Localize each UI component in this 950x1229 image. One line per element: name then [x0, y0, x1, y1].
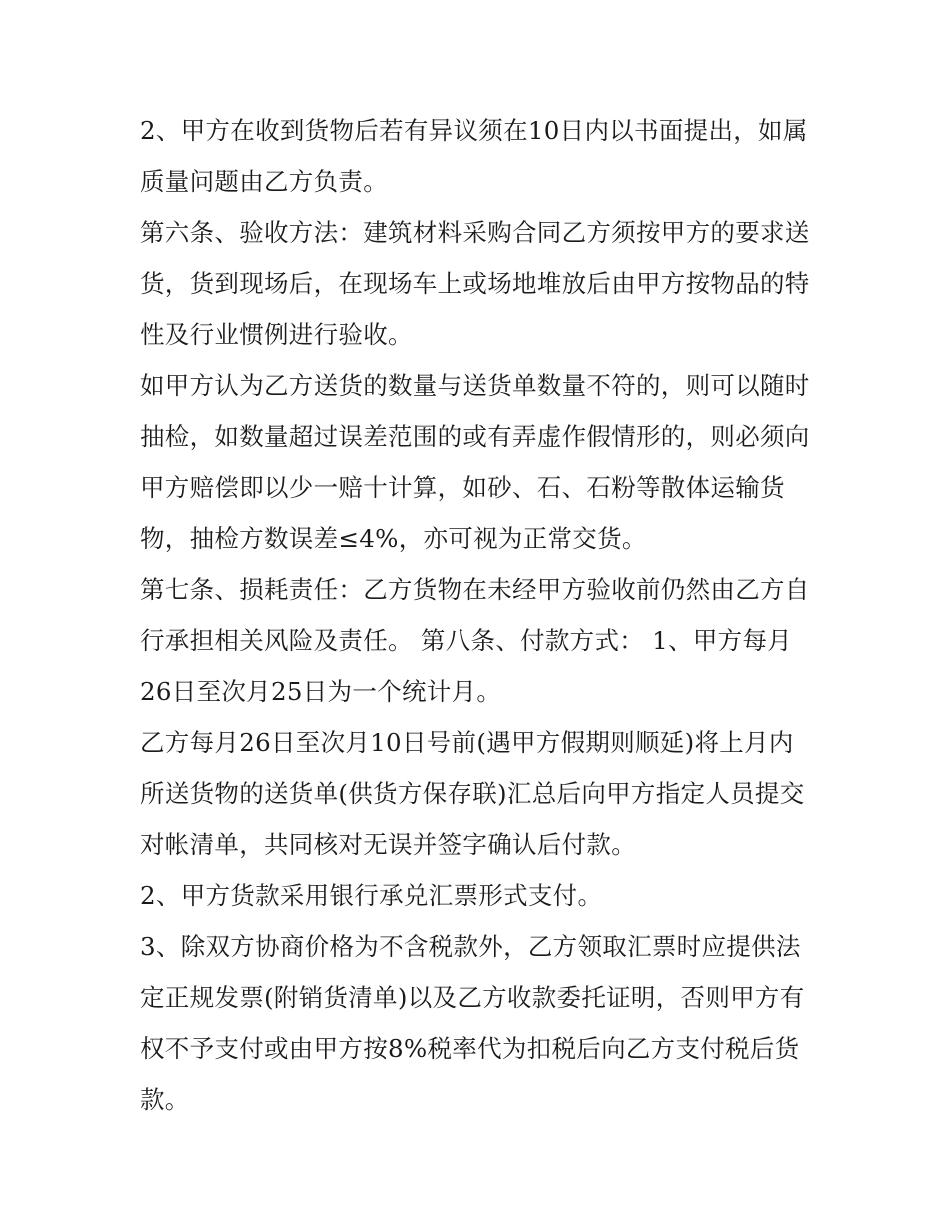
paragraph-article-6-acceptance-method: 第六条、验收方法：建筑材料采购合同乙方须按甲方的要求送 货，货到现场后，在现场车上或场地堆放后由甲方按物品的特 性及行业惯例进行验收。	[140, 218, 810, 349]
paragraph-inspection-objection: 2、甲方在收到货物后若有异议须在10日内以书面提出，如属 质量问题由乙方负责。	[140, 116, 808, 196]
paragraph-quantity-spot-check: 如甲方认为乙方送货的数量与送货单数量不符的，则可以随时 抽检，如数量超过误差范围的或有弄虚作假情形的，则必须向 甲方赔偿即以少一赔十计算，如砂、石、石粉等散体运输货 物，抽检方数误差≤4%，亦可视为正常交货。	[140, 371, 810, 553]
paragraph-invoice-tax: 3、除双方协商价格为不含税款外，乙方领取汇票时应提供法 定正规发票(附销货清单)以及乙方收款委托证明，否则甲方有 权不予支付或由甲方按8%税率代为扣税后向乙方支付税后货 款。	[140, 932, 805, 1114]
document-body	[140, 105, 820, 1125]
paragraph-article-7-8-loss-payment: 第七条、损耗责任：乙方货物在未经甲方验收前仍然由乙方自 行承担相关风险及责任。 第八条、付款方式： 1、甲方每月 26日至次月25日为一个统计月。	[140, 575, 810, 706]
paragraph-monthly-reconciliation: 乙方每月26日至次月10日号前(遇甲方假期则顺延)将上月内 所送货物的送货单(供货方保存联)汇总后向甲方指定人员提交 对帐清单，共同核对无误并签字确认后付款。	[140, 728, 805, 859]
paragraph-payment-form: 2、甲方货款采用银行承兑汇票形式支付。	[140, 881, 603, 910]
